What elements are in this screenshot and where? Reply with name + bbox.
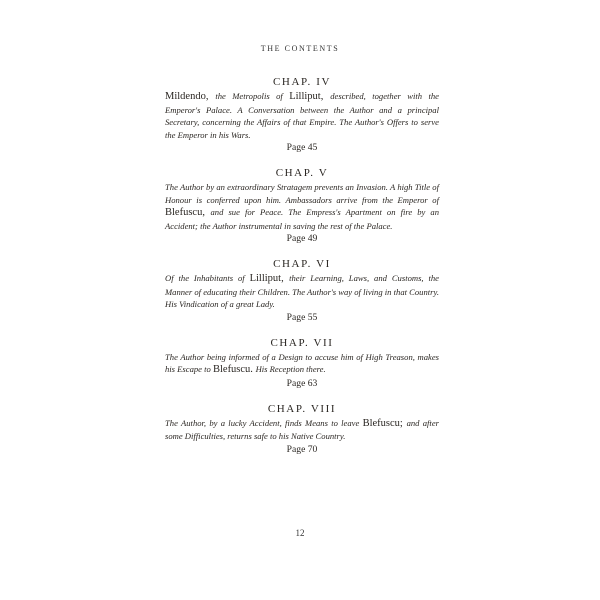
summary-roman-text: Lilliput, xyxy=(249,273,290,284)
summary-roman-text: Mildendo, xyxy=(165,91,216,102)
summary-roman-text: Lilliput, xyxy=(289,91,331,102)
chapter-summary xyxy=(165,90,439,141)
summary-italic-text: their Learning, Laws, and Customs, the Manner of educating their Children. The Author's way of living in that Country. His Vindication of a great Lady. xyxy=(165,273,439,309)
summary-italic-text: described, together with the Emperor's Palace. A Conversation between the Author and a principal Secretary, concerning the Affairs of that Empire. The Author's Offers to serve the Emperor in his Wars. xyxy=(165,91,439,140)
running-head: THE CONTENTS xyxy=(260,44,340,53)
chapter-summary xyxy=(165,272,439,311)
chapter-heading: CHAP. VIII xyxy=(267,402,337,415)
chapter-summary xyxy=(165,181,439,232)
summary-roman-text: Blefuscu. xyxy=(212,364,256,375)
summary-italic-text: The Author by an extraordinary Stratagem prevents an Invasion. A high Title of Honour is conferred upon him. Ambassadors arrive from the Emperor of xyxy=(165,182,439,205)
contents-list xyxy=(165,76,439,469)
summary-italic-text: Of the Inhabitants of xyxy=(165,273,250,283)
summary-italic-text: the Metropolis of xyxy=(215,91,290,101)
chapter-entry xyxy=(165,76,439,153)
chapter-summary xyxy=(165,417,439,443)
summary-roman-text: Blefuscu, xyxy=(165,207,211,218)
summary-italic-text: and after some Difficulties, returns safe to his Native Country. xyxy=(165,417,439,441)
chapter-page-number: Page 63 xyxy=(286,377,318,389)
chapter-entry xyxy=(165,337,439,389)
page-folio: 12 xyxy=(295,528,305,538)
chapter-entry xyxy=(165,167,439,244)
chapter-page-number: Page 45 xyxy=(286,142,318,153)
chapter-heading: CHAP. IV xyxy=(272,76,332,88)
summary-italic-text: His Reception there. xyxy=(255,364,326,374)
summary-italic-text: and sue for Peace. The Empress's Apartment on fire by an Accident; the Author instrumental in saving the rest of the Palace. xyxy=(165,207,440,231)
chapter-page-number: Page 70 xyxy=(286,443,318,455)
summary-italic-text: The Author, by a lucky Accident, finds Means to leave xyxy=(165,417,363,428)
chapter-entry xyxy=(165,403,439,455)
chapter-summary xyxy=(165,351,439,377)
chapter-heading: CHAP. V xyxy=(275,167,329,179)
summary-italic-text: The Author being informed of a Design to accuse him of High Treason, makes his Escape to xyxy=(165,351,439,374)
chapter-entry xyxy=(165,258,439,323)
chapter-heading: CHAP. VII xyxy=(270,336,334,349)
summary-roman-text: Blefuscu; xyxy=(362,417,407,429)
chapter-heading: CHAP. VI xyxy=(273,258,331,270)
chapter-page-number: Page 55 xyxy=(286,311,318,323)
chapter-page-number: Page 49 xyxy=(286,233,318,244)
